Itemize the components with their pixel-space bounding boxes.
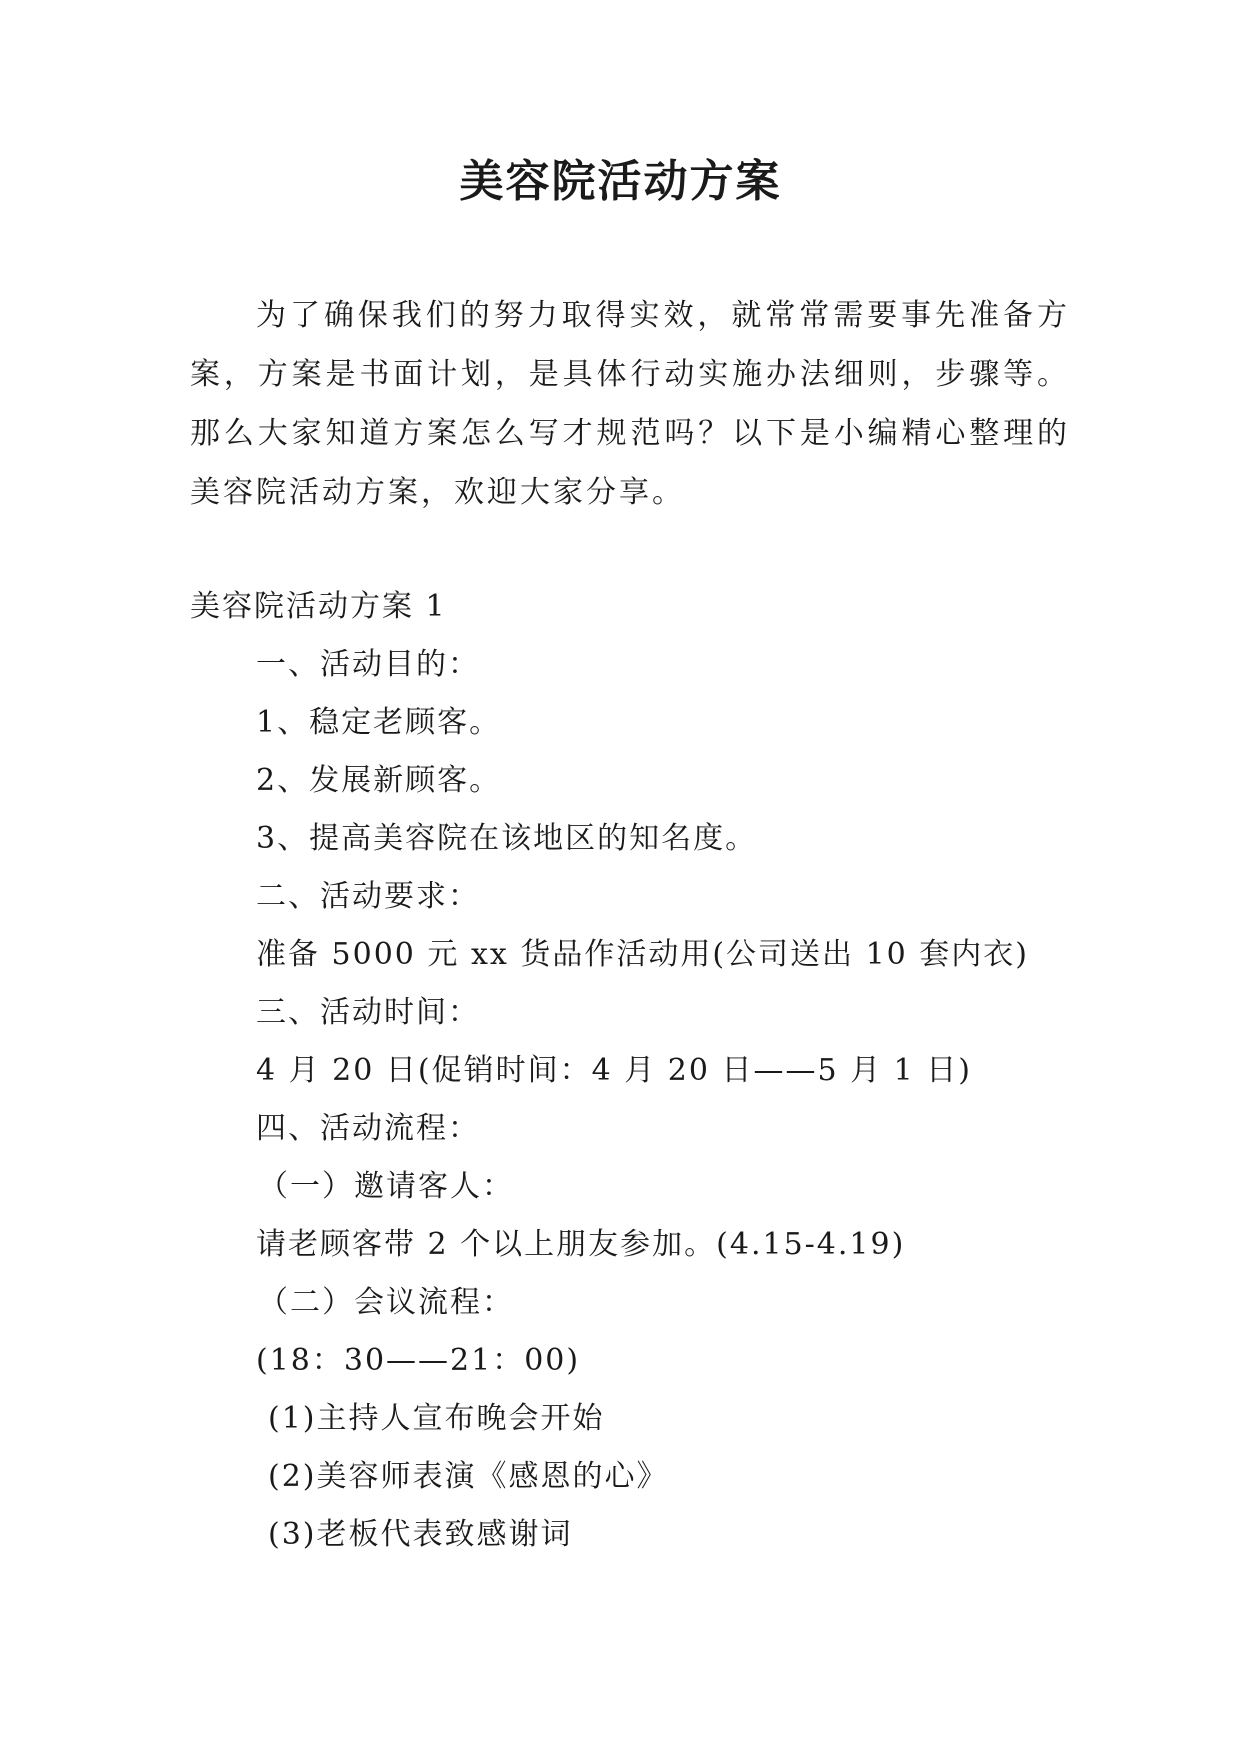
list-item: 4 月 20 日(促销时间：4 月 20 日——5 月 1 日) <box>256 1053 972 1088</box>
list-item: 2、发展新顾客。 <box>256 763 502 798</box>
list-item: (3)老板代表致感谢词 <box>268 1517 573 1552</box>
list-item: 3、提高美容院在该地区的知名度。 <box>256 821 758 856</box>
intro-paragraph: 为了确保我们的努力取得实效，就常常需要事先准备方案，方案是书面计划，是具体行动实施办法细则，步骤等。那么大家知道方案怎么写才规范吗？以下是小编精心整理的美容院活动方案，欢迎大家分享。 <box>190 298 1070 510</box>
heading-requirements: 二、活动要求： <box>256 879 480 914</box>
document-title: 美容院活动方案 <box>459 156 782 207</box>
heading-purpose: 一、活动目的： <box>256 647 480 682</box>
list-item: 1、稳定老顾客。 <box>256 705 502 740</box>
list-item: (18：30——21：00) <box>256 1343 581 1378</box>
heading-time: 三、活动时间： <box>256 995 480 1030</box>
list-item: 准备 5000 元 xx 货品作活动用(公司送出 10 套内衣) <box>256 937 1029 972</box>
list-item: (2)美容师表演《感恩的心》 <box>268 1459 669 1494</box>
plan-content <box>256 636 1116 1564</box>
heading-process: 四、活动流程： <box>256 1111 480 1146</box>
section-heading: 美容院活动方案 1 <box>190 589 447 624</box>
subheading-meeting: （二）会议流程： <box>258 1285 514 1320</box>
list-item: 请老顾客带 2 个以上朋友参加。(4.15-4.19) <box>256 1227 906 1262</box>
list-item: (1)主持人宣布晚会开始 <box>268 1401 605 1436</box>
subheading-invite: （一）邀请客人： <box>258 1169 514 1204</box>
